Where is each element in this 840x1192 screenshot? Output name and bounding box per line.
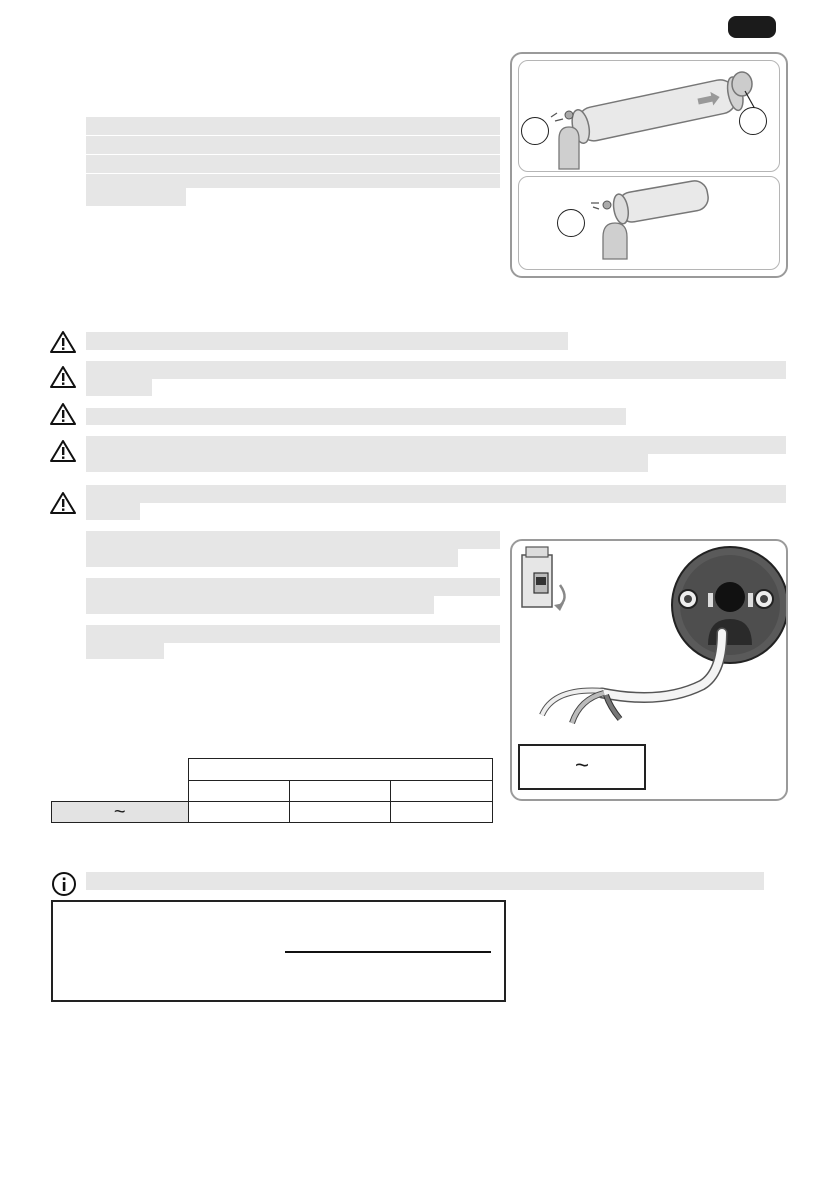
callout-circle-1: [521, 117, 549, 145]
intro-paragraph-line-4: [86, 174, 500, 188]
warning-triangle-icon: [50, 402, 76, 426]
spec-table-row-label: ~: [52, 802, 189, 823]
wiring-step-3-line-1: [86, 625, 500, 643]
warning-text-3: [86, 408, 626, 425]
supply-voltage-box: [518, 744, 646, 790]
motor-install-step-2: [518, 176, 780, 270]
warning-text-5-line-1: [86, 485, 786, 503]
info-box: [51, 900, 506, 1002]
warning-triangle-icon: [50, 365, 76, 389]
warning-text-5-line-2: [86, 503, 140, 520]
spec-table-subheader-3: [390, 781, 492, 802]
warning-triangle-icon: [50, 491, 76, 515]
wiring-step-2-line-1: [86, 578, 500, 596]
callout-circle-3: [557, 209, 585, 237]
warning-text-4-line-1: [86, 436, 786, 454]
warning-text-1: [86, 332, 568, 350]
supply-voltage-symbol: ~: [574, 752, 589, 779]
intro-paragraph-line-5: [86, 188, 186, 206]
wiring-step-1-line-2: [86, 549, 458, 567]
spec-table-header: [188, 759, 492, 781]
spec-table-corner-2: [52, 781, 189, 802]
intro-paragraph-line-1: [86, 117, 500, 135]
info-box-underline: [285, 951, 491, 953]
spec-table-corner: [52, 759, 189, 781]
spec-table-subheader-1: [188, 781, 289, 802]
callout-circle-2: [739, 107, 767, 135]
warning-text-2-line-2: [86, 379, 152, 396]
warning-triangle-icon: [50, 439, 76, 463]
intro-paragraph-line-2: [86, 136, 500, 154]
motor-head-icon: [672, 547, 786, 663]
spec-table-cell: [289, 802, 390, 823]
intro-paragraph-line-3: [86, 155, 500, 173]
circuit-breaker-icon: [522, 547, 565, 611]
spec-table-subheader-2: [289, 781, 390, 802]
wiring-step-2-line-2: [86, 596, 434, 614]
language-badge: [728, 16, 776, 38]
motor-install-step-1: [518, 60, 780, 172]
spec-table: [51, 758, 493, 823]
wiring-step-3-line-2: [86, 643, 164, 659]
warning-triangle-icon: [50, 330, 76, 354]
warning-text-4-line-2: [86, 454, 648, 472]
info-note-text: [86, 872, 764, 890]
spec-table-cell: [188, 802, 289, 823]
warning-text-2-line-1: [86, 361, 786, 379]
motor-install-figure: [510, 52, 788, 278]
spec-table-cell: [390, 802, 492, 823]
wiring-step-1-line-1: [86, 531, 500, 549]
info-circle-icon: [51, 871, 77, 897]
